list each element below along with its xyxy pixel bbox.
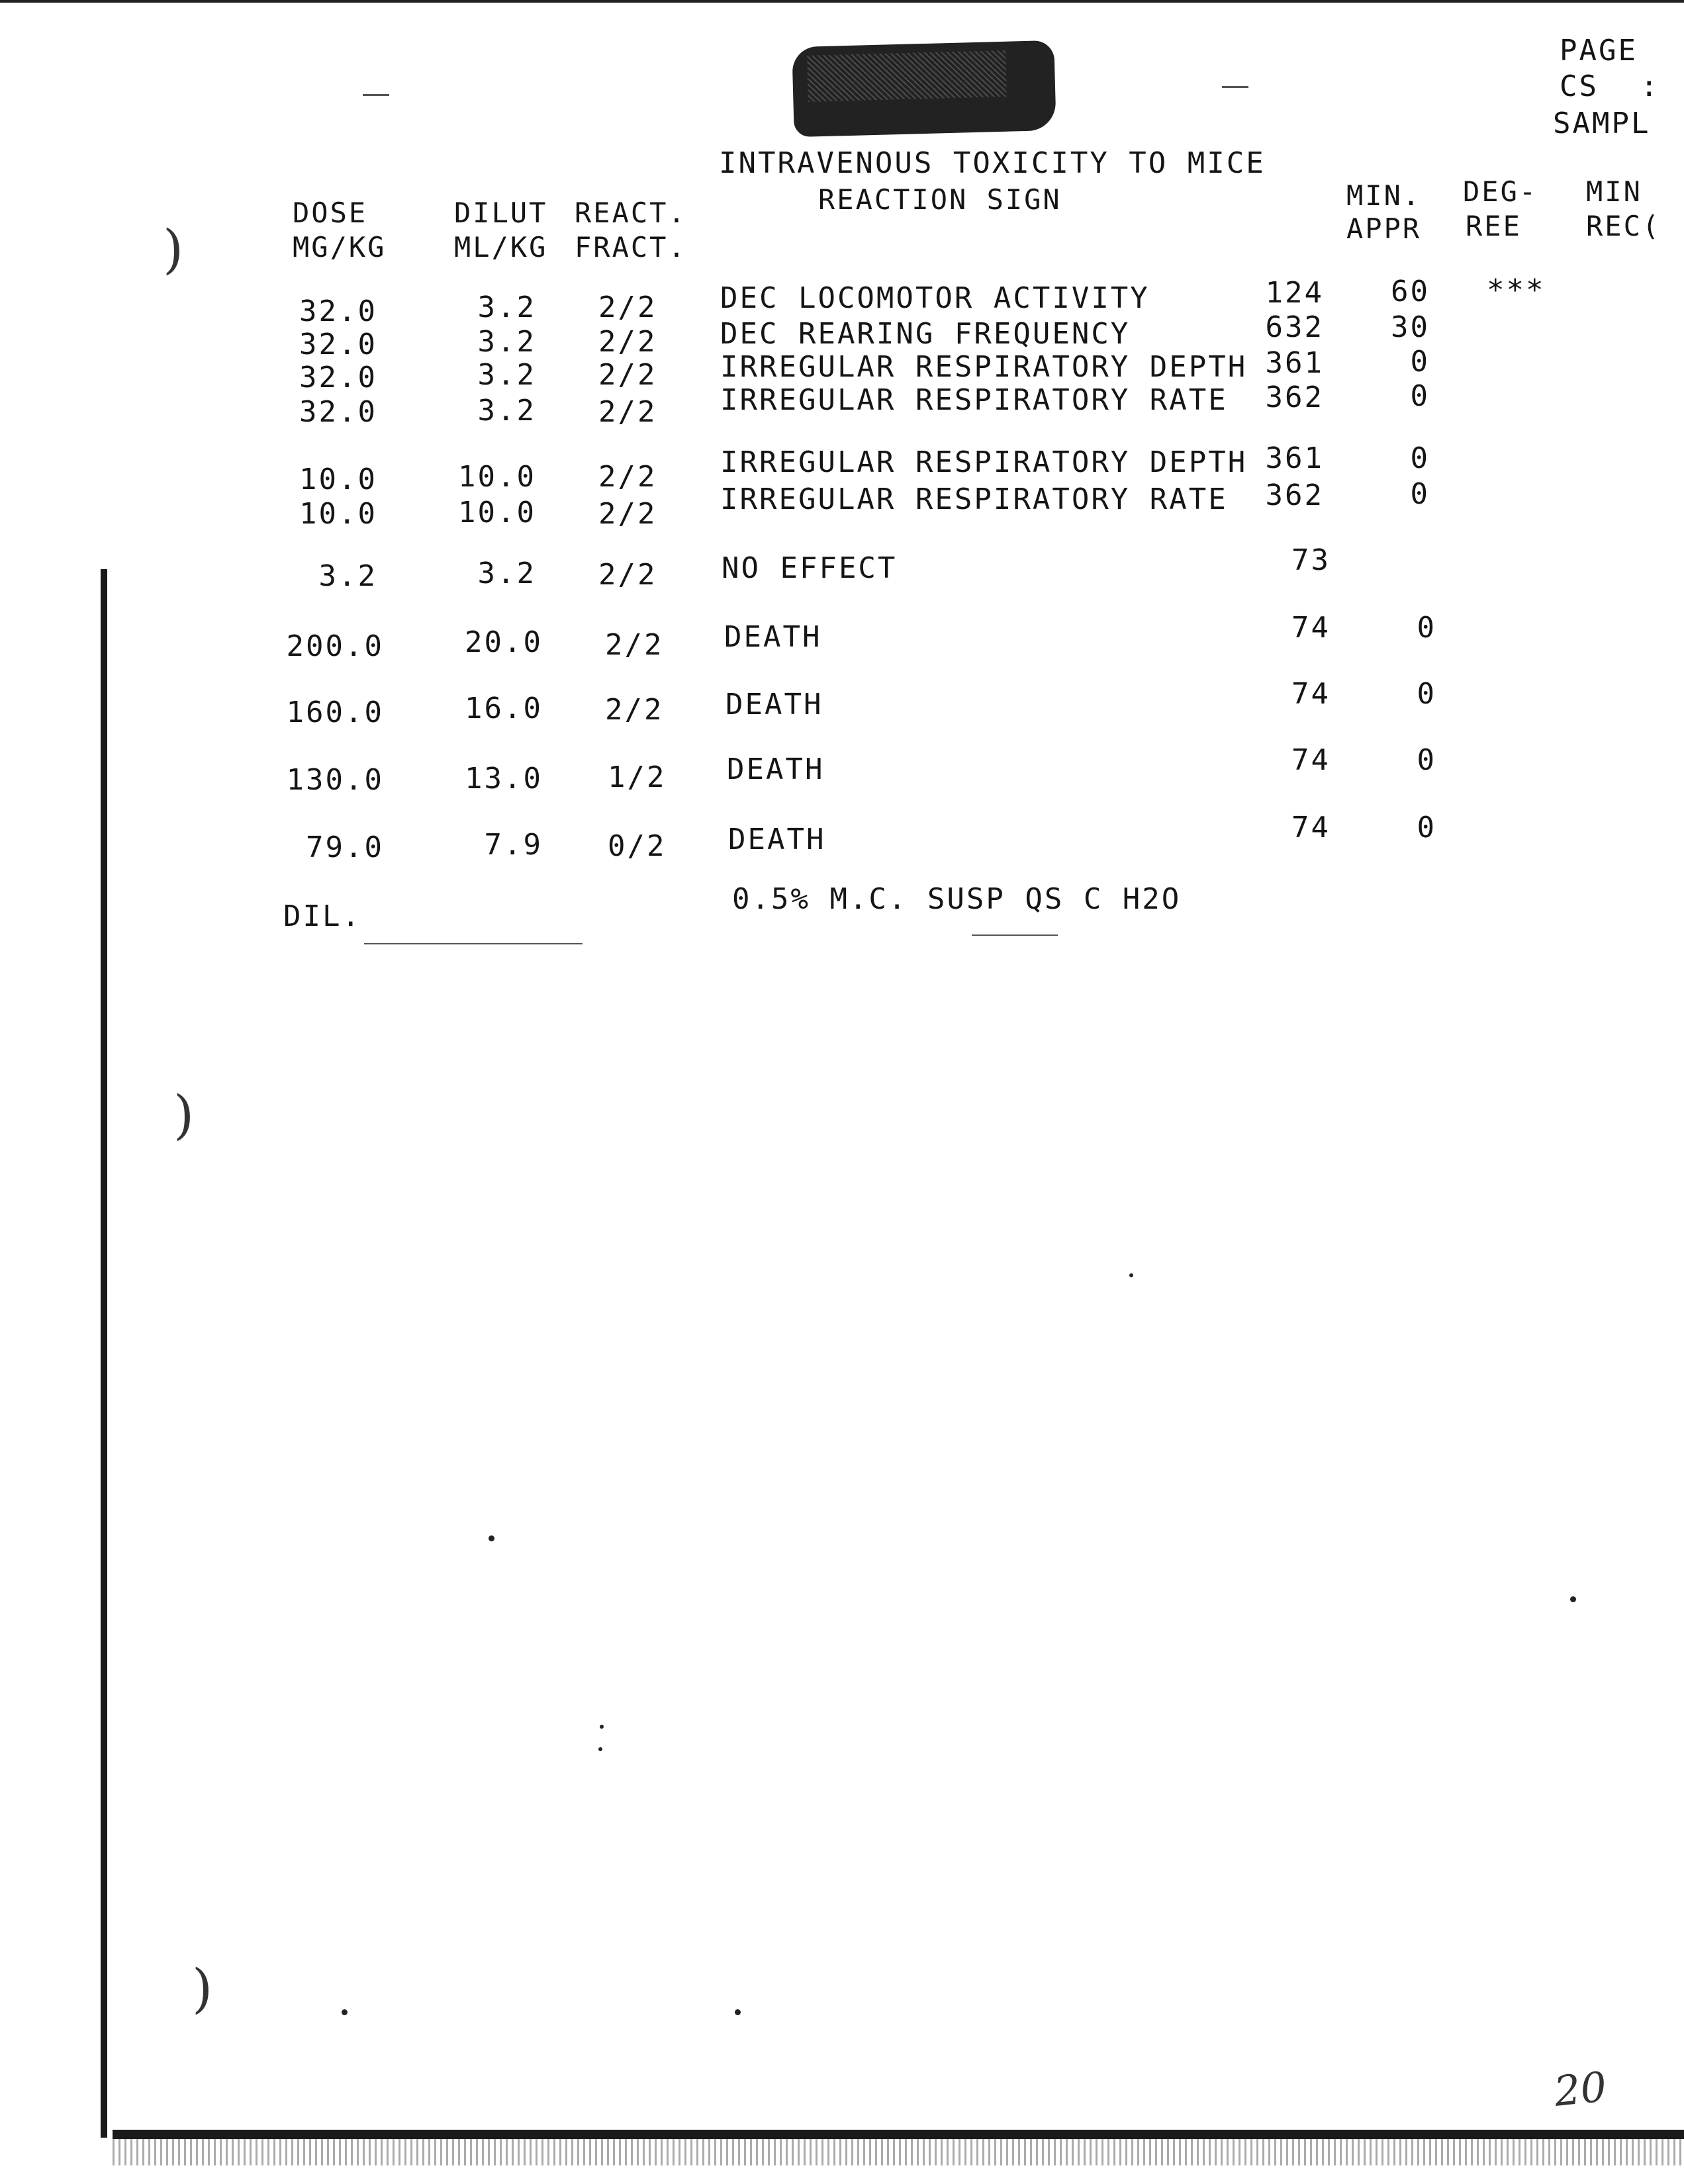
col-degree-line2: REE xyxy=(1466,210,1522,242)
speck xyxy=(1570,1596,1576,1602)
col-dose-line2: MG/KG xyxy=(293,231,387,263)
sign-cell: IRREGULAR RESPIRATORY DEPTH xyxy=(720,445,1248,479)
fract-cell: 2/2 xyxy=(605,693,664,727)
dose-cell: 160.0 xyxy=(286,696,384,729)
fract-cell: 0/2 xyxy=(608,829,667,863)
min-appr-cell: 60 xyxy=(1391,275,1430,308)
fract-cell: 2/2 xyxy=(598,291,657,324)
dilut-cell: 13.0 xyxy=(465,762,543,796)
code-cell: 73 xyxy=(1291,543,1331,577)
sign-cell: DEC REARING FREQUENCY xyxy=(720,317,1131,351)
code-cell: 361 xyxy=(1265,346,1324,380)
col-min-appr-line1: MIN. xyxy=(1346,179,1422,212)
code-cell: 632 xyxy=(1265,310,1324,344)
sign-cell: DEATH xyxy=(724,620,822,654)
sign-cell: DEATH xyxy=(725,688,823,721)
col-degree-line1: DEG- xyxy=(1463,175,1538,208)
speck xyxy=(735,2009,741,2015)
code-cell: 362 xyxy=(1265,478,1324,512)
dilut-cell: 7.9 xyxy=(484,828,543,862)
diluent-underline-right xyxy=(972,934,1058,936)
min-appr-cell: 0 xyxy=(1417,677,1436,711)
fract-cell: 2/2 xyxy=(598,460,657,494)
diluent-underline-left xyxy=(364,943,583,944)
col-min-appr-line2: APPR xyxy=(1346,212,1422,245)
fract-cell: 1/2 xyxy=(608,760,667,794)
fract-cell: 2/2 xyxy=(598,358,657,392)
col-dilut-line1: DILUT xyxy=(454,197,548,229)
sign-cell: DEATH xyxy=(727,752,825,786)
bottom-scan-noise xyxy=(113,2139,1684,2165)
sign-cell: DEATH xyxy=(728,823,826,856)
min-appr-cell: 0 xyxy=(1410,477,1430,511)
col-min-rec-line2: REC( xyxy=(1586,210,1661,242)
min-appr-cell: 0 xyxy=(1410,345,1430,379)
header-dash-right xyxy=(1222,86,1248,88)
dilut-cell: 3.2 xyxy=(477,358,536,392)
dilut-cell: 3.2 xyxy=(477,394,536,428)
dilut-cell: 20.0 xyxy=(465,625,543,659)
sign-cell: IRREGULAR RESPIRATORY RATE xyxy=(720,383,1228,417)
fract-cell: 2/2 xyxy=(598,325,657,359)
diluent-value: 0.5% M.C. SUSP QS C H2O xyxy=(732,882,1182,916)
handwritten-page-number: 20 xyxy=(1552,2062,1609,2116)
sign-cell: IRREGULAR RESPIRATORY DEPTH xyxy=(720,350,1248,384)
sign-cell: NO EFFECT xyxy=(722,551,898,585)
diluent-label: DIL. xyxy=(283,899,361,933)
min-appr-cell: 0 xyxy=(1417,811,1436,844)
page-label: PAGE xyxy=(1560,34,1638,68)
binder-hole-mark-2: ) xyxy=(173,1084,195,1146)
dose-cell: 32.0 xyxy=(299,295,377,328)
col-dilut-line2: ML/KG xyxy=(454,231,548,263)
document-title: INTRAVENOUS TOXICITY TO MICE xyxy=(719,146,1266,180)
speck xyxy=(489,1535,494,1541)
dilut-cell: 16.0 xyxy=(465,692,543,725)
code-cell: 124 xyxy=(1265,276,1324,310)
min-appr-cell: 0 xyxy=(1410,379,1430,413)
fract-cell: 2/2 xyxy=(598,558,657,592)
dose-cell: 79.0 xyxy=(306,831,384,864)
min-appr-cell: 0 xyxy=(1417,743,1436,777)
min-appr-cell: 30 xyxy=(1391,310,1430,344)
bottom-border-line xyxy=(113,2130,1684,2139)
min-appr-cell: 0 xyxy=(1410,441,1430,475)
dilut-cell: 10.0 xyxy=(458,496,536,529)
speck xyxy=(1129,1273,1133,1277)
sign-cell: IRREGULAR RESPIRATORY RATE xyxy=(720,482,1228,516)
code-cell: 74 xyxy=(1291,743,1331,777)
col-min-rec-line1: MIN xyxy=(1586,175,1642,208)
dose-cell: 3.2 xyxy=(318,559,377,593)
sign-cell: DEC LOCOMOTOR ACTIVITY xyxy=(720,281,1150,315)
speck xyxy=(598,1747,602,1751)
dose-cell: 10.0 xyxy=(299,463,377,496)
code-cell: 362 xyxy=(1265,381,1324,414)
min-appr-cell: 0 xyxy=(1417,611,1436,645)
dilut-cell: 3.2 xyxy=(477,325,536,359)
col-dose-line1: DOSE xyxy=(293,197,368,229)
col-react-line1: REACT. xyxy=(575,197,687,229)
col-react-line2: FRACT. xyxy=(575,231,687,263)
code-cell: 74 xyxy=(1291,611,1331,645)
dilut-cell: 10.0 xyxy=(458,460,536,494)
binder-hole-mark-1: ) xyxy=(163,218,184,280)
dose-cell: 200.0 xyxy=(286,629,384,663)
left-border-line xyxy=(101,569,107,2138)
dose-cell: 32.0 xyxy=(299,328,377,361)
dose-cell: 32.0 xyxy=(299,395,377,429)
header-dash-left xyxy=(363,94,389,96)
code-cell: 361 xyxy=(1265,441,1324,475)
top-border-line xyxy=(0,0,1684,3)
dose-cell: 130.0 xyxy=(286,763,384,797)
speck xyxy=(600,1725,604,1729)
dilut-cell: 3.2 xyxy=(477,291,536,324)
sample-label: SAMPL xyxy=(1553,107,1651,140)
degree-cell: *** xyxy=(1487,273,1546,307)
dose-cell: 10.0 xyxy=(299,497,377,531)
speck xyxy=(342,2009,348,2015)
code-cell: 74 xyxy=(1291,811,1331,844)
cs-value: : xyxy=(1640,69,1660,103)
dilut-cell: 3.2 xyxy=(477,557,536,590)
redaction-texture xyxy=(807,50,1007,102)
dose-cell: 32.0 xyxy=(299,361,377,394)
col-reaction-sign: REACTION SIGN xyxy=(818,183,1062,216)
cs-label: CS xyxy=(1560,69,1599,103)
fract-cell: 2/2 xyxy=(605,628,664,662)
fract-cell: 2/2 xyxy=(598,395,657,429)
fract-cell: 2/2 xyxy=(598,497,657,531)
code-cell: 74 xyxy=(1291,677,1331,711)
binder-hole-mark-3: ) xyxy=(192,1958,213,2019)
